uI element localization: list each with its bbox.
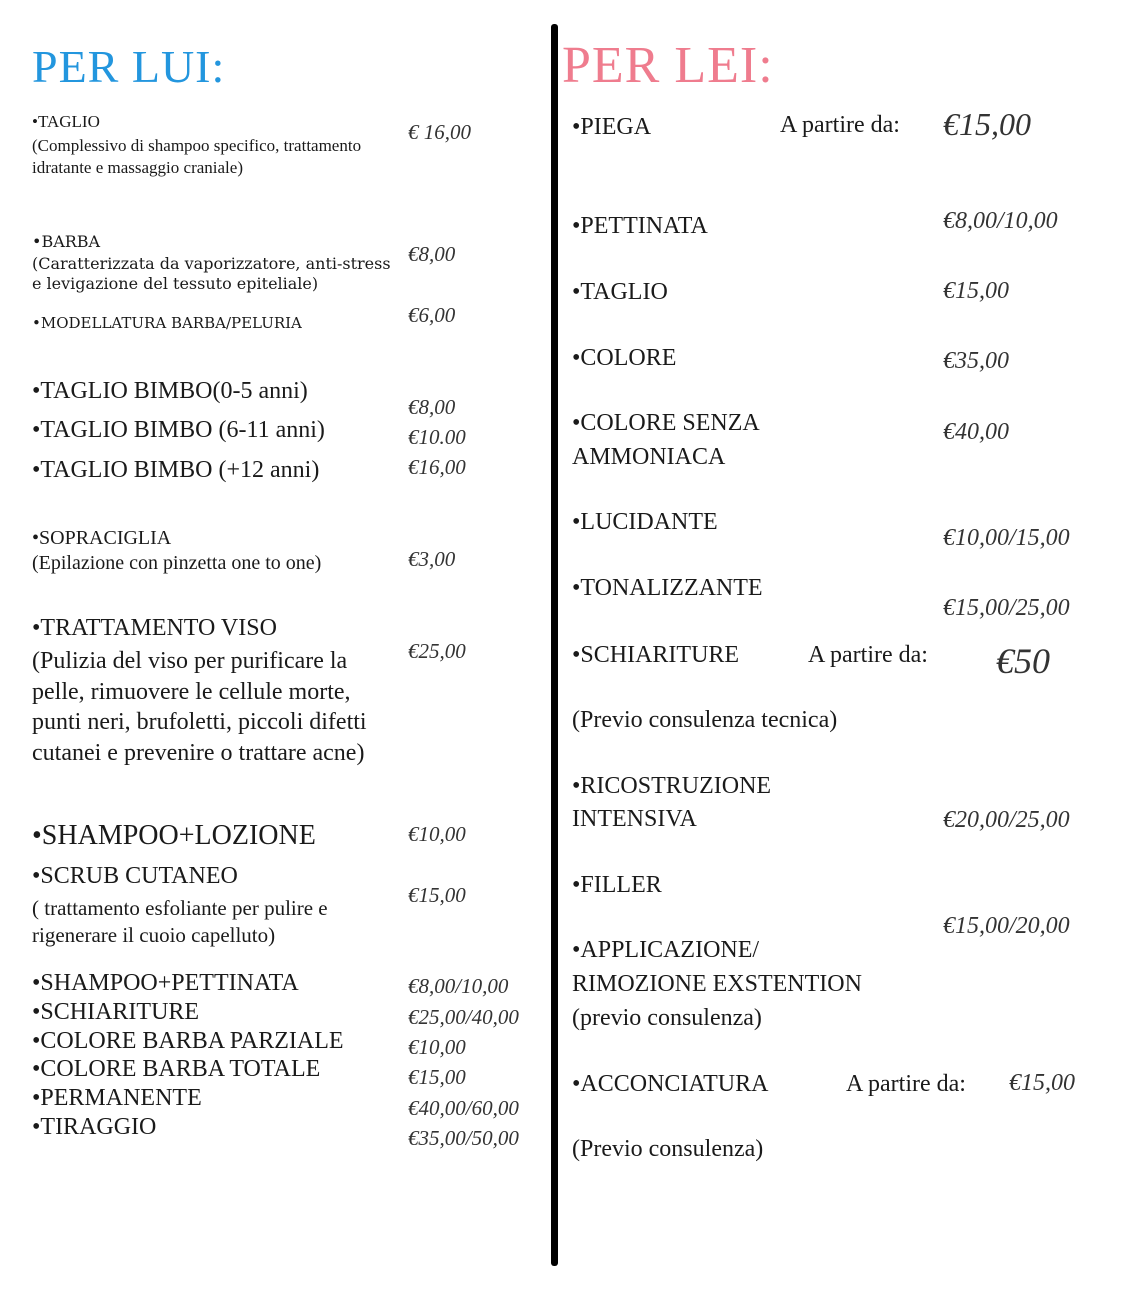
lei-title: PER LEI: [562,37,774,94]
item-price: €15,00/25,00 [943,595,1070,621]
item-label: •ACCONCIATURA [572,1071,769,1097]
item-price: €25,00 [408,639,466,663]
item-label-line1: •COLORE SENZA [572,410,760,436]
item-label-line2: INTENSIVA [572,806,697,832]
item-price: €8,00 [408,242,456,266]
item-label: •PETTINATA [572,213,708,239]
item-label: •TIRAGGIO [32,1114,157,1140]
item-label: •SCRUB CUTANEO [32,863,238,889]
item-price: €25,00/40,00 [408,1005,519,1029]
item-desc: (Complessivo di shampoo specifico, trattamento idratante e massaggio craniale) [32,136,362,177]
item-desc: (Caratterizzata da vaporizzatore, anti-stress e levigazione del tessuto epiteliale) [32,254,391,294]
item-price: €15,00 [1009,1070,1075,1096]
item-price: €15,00 [943,106,1031,142]
item-desc: (Epilazione con pinzetta one to one) [32,552,322,574]
item-label-line1: •APPLICAZIONE/ [572,937,760,963]
item-label-line1: •RICOSTRUZIONE [572,773,772,799]
item-desc: ( trattamento esfoliante per pulire e rigenerare il cuoio capelluto) [32,896,328,947]
item-price: €50 [996,641,1050,681]
item-price: €15,00 [408,883,466,907]
item-label: •TRATTAMENTO VISO [32,615,277,641]
item-label: •TAGLIO [32,112,100,131]
item-note: (Previo consulenza tecnica) [572,707,838,733]
lui-title: PER LUI: [32,41,226,92]
item-label: •COLORE BARBA TOTALE [32,1056,321,1082]
column-divider [551,24,558,1266]
item-price: €8,00/10,00 [408,974,509,998]
item-price: €10.00 [408,425,466,449]
item-label: •MODELLATURA BARBA/PELURIA [32,314,302,332]
item-price: €20,00/25,00 [943,807,1070,833]
item-label-line2: RIMOZIONE EXSTENTION [572,971,862,997]
item-prefix: A partire da: [846,1071,966,1097]
item-note: (previo consulenza) [572,1005,762,1031]
item-prefix: A partire da: [780,112,900,138]
item-label: •TONALIZZANTE [572,575,763,601]
item-label: •TAGLIO [572,279,668,305]
item-desc: (Pulizia del viso per purificare la pelle, rimuovere le cellule morte, punti neri, brufoletti, piccoli difetti cutanei e prevenire o trattare acne) [32,648,367,766]
item-label: •TAGLIO BIMBO(0-5 anni) [32,378,308,404]
item-price: €10,00 [408,822,466,846]
item-price: €6,00 [408,303,456,327]
item-label: •SHAMPOO+PETTINATA [32,970,299,996]
item-label: •LUCIDANTE [572,509,718,535]
item-price: €35,00 [943,348,1009,374]
item-label: •FILLER [572,872,662,898]
item-price: €35,00/50,00 [408,1126,519,1150]
item-price: €40,00 [943,419,1009,445]
item-label: •COLORE BARBA PARZIALE [32,1028,344,1054]
item-label: •SOPRACIGLIA [32,527,172,549]
item-price: €3,00 [408,547,456,571]
item-price: €40,00/60,00 [408,1096,519,1120]
item-price: €15,00 [943,278,1009,304]
item-label-line2: AMMONIACA [572,444,726,470]
item-price: €8,00/10,00 [943,208,1058,234]
item-price: €16,00 [408,455,466,479]
item-price: €8,00 [408,395,456,419]
item-label: •SCHIARITURE [32,999,200,1025]
item-label: •TAGLIO BIMBO (+12 anni) [32,457,320,483]
item-price: €10,00/15,00 [943,525,1070,551]
item-price: € 16,00 [408,120,471,144]
item-label: •PERMANENTE [32,1085,202,1111]
item-price: €15,00 [408,1065,466,1089]
item-label: •COLORE [572,345,677,371]
item-label: •SHAMPOO+LOZIONE [32,820,316,851]
item-label: •BARBA [32,232,101,251]
item-note: (Previo consulenza) [572,1136,764,1162]
item-label: •PIEGA [572,114,652,140]
item-prefix: A partire da: [808,642,928,668]
item-price: €15,00/20,00 [943,913,1070,939]
item-label: •SCHIARITURE [572,642,740,668]
item-label: •TAGLIO BIMBO (6-11 anni) [32,417,325,443]
item-price: €10,00 [408,1035,466,1059]
